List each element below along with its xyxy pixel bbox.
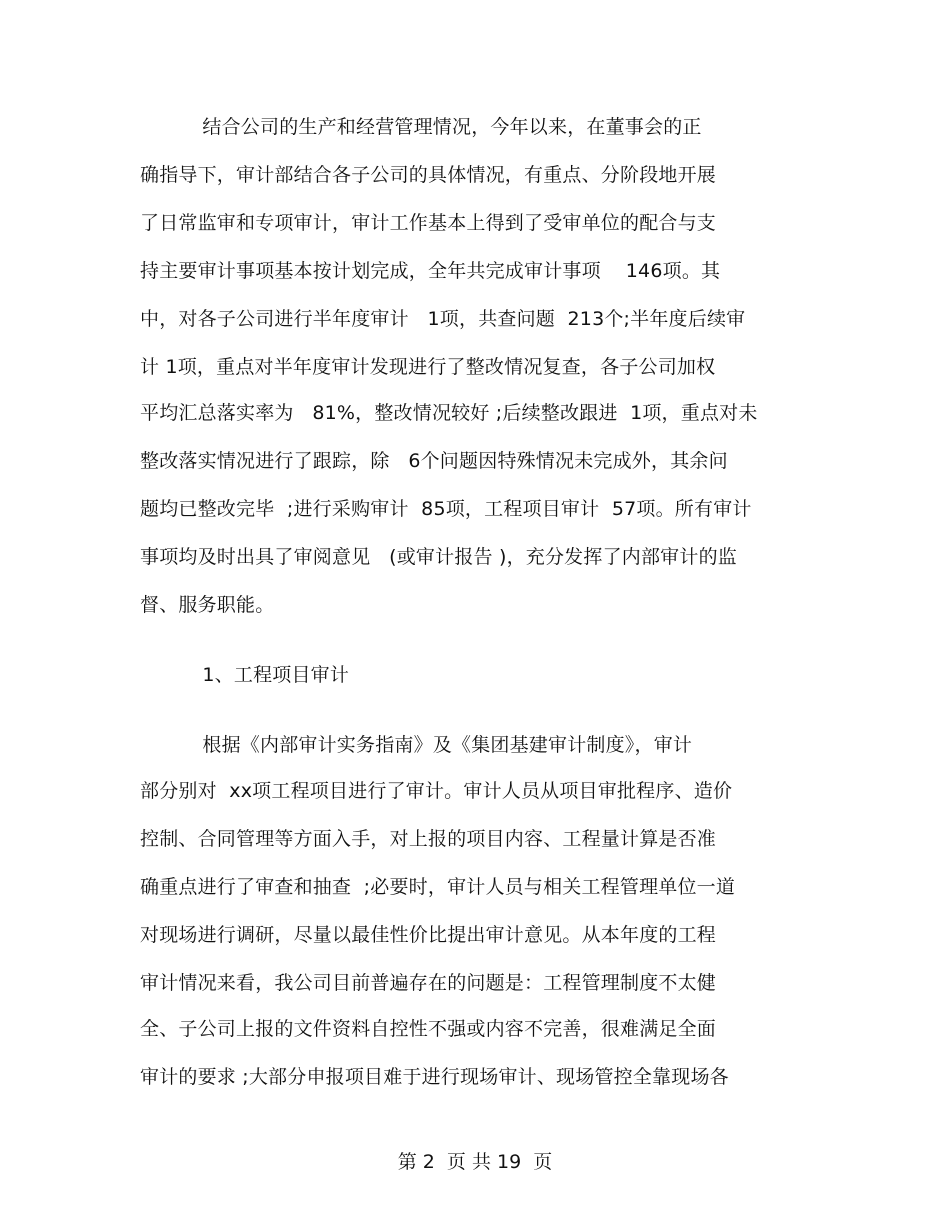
paragraph-2-line-5: 对现场进行调研，尽量以最佳性价比提出审计意见。从本年度的工程 (140, 924, 717, 946)
paragraph-1-line-4: 持主要审计事项基本按计划完成，全年共完成审计事项 146项。其 (140, 260, 721, 282)
paragraph-2-line-6: 审计情况来看，我公司目前普遍存在的问题是：工程管理制度不太健 (140, 972, 717, 994)
paragraph-2-line-4: 确重点进行了审查和抽查 ;必要时，审计人员与相关工程管理单位一道 (140, 876, 736, 898)
paragraph-1-line-1: 结合公司的生产和经营管理情况，今年以来，在董事会的正 (140, 116, 702, 138)
paragraph-2-line-3: 控制、合同管理等方面入手，对上报的项目内容、工程量计算是否准 (140, 828, 717, 850)
paragraph-2-line-2: 部分别对 xx项工程项目进行了审计。审计人员从项目审批程序、造价 (140, 780, 733, 802)
paragraph-1-line-8: 整改落实情况进行了跟踪，除 6个问题因特殊情况未完成外，其余问 (140, 450, 728, 472)
paragraph-1-line-2: 确指导下，审计部结合各子公司的具体情况，有重点、分阶段地开展 (140, 164, 717, 186)
paragraph-2-line-8: 审计的要求 ;大部分申报项目难于进行现场审计、现场管控全靠现场各 (140, 1066, 729, 1088)
paragraph-1-line-3: 了日常监审和专项审计，审计工作基本上得到了受审单位的配合与支 (140, 212, 717, 234)
paragraph-1-line-5: 中，对各子公司进行半年度审计 1项，共查问题 213个;半年度后续审 (140, 308, 746, 330)
paragraph-1-line-9: 题均已整改完毕 ;进行采购审计 85项，工程项目审计 57项。所有审计 (140, 498, 752, 520)
section-heading: 1、工程项目审计 (140, 664, 350, 686)
paragraph-1-line-6: 计 1项，重点对半年度审计发现进行了整改情况复查，各子公司加权 (140, 356, 716, 378)
paragraph-2-line-1: 根据《内部审计实务指南》及《集团基建审计制度》，审计 (140, 734, 693, 756)
paragraph-1-line-11: 督、服务职能。 (140, 594, 275, 616)
paragraph-2-line-7: 全、子公司上报的文件资料自控性不强或内容不完善，很难满足全面 (140, 1018, 717, 1040)
paragraph-1-line-7: 平均汇总落实率为 81%，整改情况较好 ;后续整改跟进 1项，重点对未 (140, 402, 758, 424)
paragraph-1-line-10: 事项均及时出具了审阅意见 (或审计报告 )，充分发挥了内部审计的监 (140, 546, 737, 568)
page-footer: 第 2 页 共 19 页 (397, 1151, 553, 1173)
